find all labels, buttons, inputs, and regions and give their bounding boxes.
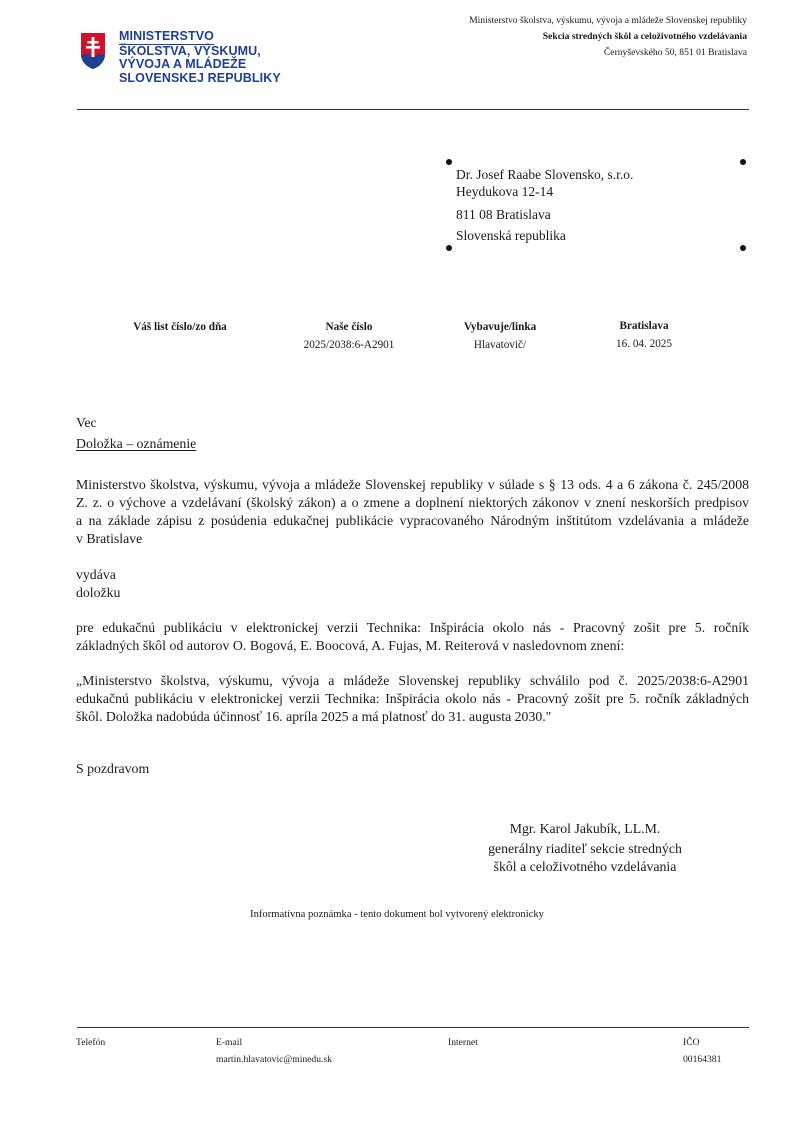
header-section: Sekcia stredných škôl a celoživotného vzdelávania	[542, 31, 747, 42]
our-number-value: 2025/2038:6-A2901	[303, 339, 395, 351]
address-window-mark	[740, 159, 746, 165]
clause-word: doložku	[76, 585, 121, 600]
header-address: Černyševského 50, 851 01 Bratislava	[603, 47, 747, 58]
address-window-mark	[740, 245, 746, 251]
recipient-name: Dr. Josef Raabe Slovensko, s.r.o.	[456, 167, 634, 182]
handled-by-value: Hlavatovič/	[473, 339, 527, 351]
paragraph-line: Z. z. o výchove a vzdelávaní (školský zákon) a o zmene a doplnení niektorých zákonov v znení neskorších predpisov	[76, 495, 749, 510]
your-letter-label: Váš list číslo/zo dňa	[133, 321, 227, 333]
issues-word: vydáva	[76, 567, 116, 582]
ministry-logo-text	[119, 30, 281, 85]
signatory-title: generálny riaditeľ sekcie stredných	[488, 841, 682, 856]
logo-line: MINISTERSTVO	[119, 29, 214, 43]
footer-phone-label: Telefón	[76, 1037, 106, 1048]
electronic-note: Informatívna poznámka - tento dokument bol vytvorený elektronicky	[250, 909, 544, 920]
quote-line: edukačnú publikáciu v elektronickej verzii Technika: Inšpirácia okolo nás - Pracovný zošit pre 5. ročník základných	[76, 691, 749, 706]
quote-line: „Ministerstvo školstva, výskumu, vývoja a mládeže Slovenskej republiky schválilo pod č. 2025/2038:6-A2901	[76, 673, 749, 688]
recipient-city: 811 08 Bratislava	[456, 207, 551, 222]
quote-line: škôl. Doložka nadobúda účinnosť 16. apríla 2025 a má platnosť do 31. augusta 2030."	[76, 709, 552, 724]
logo-line: VÝVOJA A MLÁDEŽE	[119, 57, 247, 72]
handled-by-label: Vybavuje/linka	[463, 321, 537, 333]
footer-internet-label: Internet	[448, 1037, 478, 1048]
footer-email-link[interactable]: martin.hlavatovic@minedu.sk	[216, 1054, 332, 1065]
signatory-name: Mgr. Karol Jakubík, LL.M.	[509, 821, 661, 836]
logo-line: ŠKOLSTVA, VÝSKUMU,	[119, 43, 261, 58]
our-number-label: Naše číslo	[325, 321, 373, 333]
subject-label: Vec	[76, 415, 97, 430]
recipient-street: Heydukova 12-14	[456, 184, 554, 199]
address-window-mark	[446, 159, 452, 165]
header-ministry: Ministerstvo školstva, výskumu, vývoja a mládeže Slovenskej republiky	[469, 15, 747, 26]
logo-line: SLOVENSKEJ REPUBLIKY	[119, 70, 281, 85]
greeting: S pozdravom	[76, 761, 150, 776]
address-window-mark	[446, 245, 452, 251]
paragraph-line: v Bratislave	[76, 531, 143, 546]
paragraph-line: pre edukačnú publikáciu v elektronickej verzii Technika: Inšpirácia okolo nás - Pracovný zošit pre 5. ročník	[76, 620, 749, 635]
recipient-country: Slovenská republika	[456, 228, 566, 243]
footer-ico-value: 00164381	[683, 1054, 722, 1065]
footer-ico-label: IČO	[683, 1037, 700, 1048]
subject-title: Doložka – oznámenie	[76, 436, 197, 451]
signatory-title: škôl a celoživotného vzdelávania	[493, 859, 677, 874]
footer-email-label: E-mail	[216, 1037, 243, 1048]
state-emblem-icon	[80, 32, 106, 70]
footer-divider	[77, 1027, 749, 1028]
date-value: 16. 04. 2025	[616, 338, 672, 350]
paragraph-line: Ministerstvo školstva, výskumu, vývoja a mládeže Slovenskej republiky v súlade s § 13 ods. 4 a 6 zákona č. 245/2008	[76, 477, 749, 492]
place-label: Bratislava	[619, 320, 669, 332]
paragraph-line: základných škôl od autorov O. Bogová, E. Boocová, A. Fujas, M. Reiterová v nasledovnom znení:	[76, 638, 625, 653]
header-divider	[77, 109, 749, 110]
paragraph-line: a na základe zápisu z posúdenia edukačnej publikácie vypracovaného Národným inštitútom vzdelávania a mládeže	[76, 513, 749, 528]
